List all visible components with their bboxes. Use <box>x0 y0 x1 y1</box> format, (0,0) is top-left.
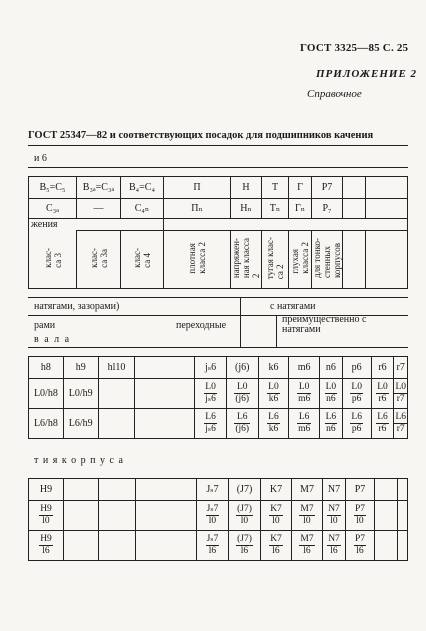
frac-cell <box>195 379 227 409</box>
fit-interference: с натягами <box>270 301 316 312</box>
frac-num: L6 <box>234 412 250 424</box>
frac-den: (j6) <box>235 424 250 434</box>
cell-empty <box>136 501 197 531</box>
frac-cell <box>346 531 375 561</box>
frac-den: k6 <box>268 394 279 404</box>
cell-empty <box>98 379 135 409</box>
section-rule <box>28 167 408 168</box>
cell-empty <box>343 199 366 219</box>
fit-divider-1 <box>240 297 241 347</box>
frac-den: r6 <box>378 424 387 434</box>
frac-den: r7 <box>396 394 405 404</box>
shaft-table <box>28 356 408 439</box>
cell-empty <box>99 479 136 501</box>
cell-empty <box>343 231 366 289</box>
rot-label: тугая клас- са 2 <box>265 236 285 280</box>
frac-num: M7 <box>300 504 314 514</box>
section-top: и 6 <box>34 153 47 164</box>
frac-cell <box>323 531 346 561</box>
frac-den: jₛ6 <box>205 424 216 434</box>
cell-empty <box>64 501 99 531</box>
rot-label: напряжен- ная класса 2 <box>231 237 261 279</box>
cell-empty <box>164 219 408 231</box>
cell: L6/h8 <box>29 409 64 439</box>
frac-cell <box>342 379 371 409</box>
housing-table <box>28 478 408 561</box>
frac-cell <box>289 409 320 439</box>
cell: L0/h9 <box>63 379 98 409</box>
frac-num: (J7) <box>237 534 252 544</box>
frac-cell <box>394 409 408 439</box>
frac-cell <box>197 501 229 531</box>
frac-num: L0 <box>234 382 250 394</box>
frac-den: l6 <box>330 546 338 556</box>
frac-den: l6 <box>356 546 364 556</box>
frac-cell <box>261 531 292 561</box>
rot-label: клас- са 4 <box>132 248 152 268</box>
frac-cell <box>394 379 408 409</box>
frac-den: l6 <box>240 546 249 556</box>
frac-cell <box>371 409 394 439</box>
frac-num: K7 <box>270 534 282 544</box>
cell: Jₛ7 <box>197 479 229 501</box>
frac-den: m6 <box>298 424 311 434</box>
rot-cell <box>262 231 289 289</box>
cell: m6 <box>289 357 320 379</box>
frac-num: L0 <box>325 382 337 392</box>
cell: M7 <box>292 479 323 501</box>
frac-num: N7 <box>328 534 340 544</box>
frac-den: jₛ6 <box>205 394 216 404</box>
cell-empty <box>343 177 366 199</box>
frac-num: K7 <box>270 504 282 514</box>
frac-cell <box>258 409 289 439</box>
cell-empty <box>64 479 99 501</box>
frac-den: l0 <box>208 516 217 526</box>
cell: Н <box>231 177 262 199</box>
title-rule <box>28 145 408 146</box>
frac-num: M7 <box>300 534 314 544</box>
cell: P7 <box>312 177 343 199</box>
rot-cell <box>164 231 231 289</box>
frac-num: L0 <box>351 382 362 392</box>
frac-num: L0 <box>298 382 310 392</box>
cell: — <box>77 199 121 219</box>
cell-empty <box>136 531 197 561</box>
cell-empty <box>135 357 195 379</box>
cell: k6 <box>258 357 289 379</box>
cell-empty <box>99 501 136 531</box>
frac-num: Jₛ7 <box>206 534 219 544</box>
cell-empty <box>398 479 408 501</box>
cell: r6 <box>371 357 394 379</box>
table-title: ГОСТ 25347—82 и соответствующих посадок для подшипников качения <box>28 130 374 141</box>
appendix-label: ПРИЛОЖЕНИЕ 2 <box>316 68 418 80</box>
cell: H9 <box>29 479 64 501</box>
fit-frames: рами <box>34 320 56 331</box>
frac-cell <box>29 531 64 561</box>
cell: L0/h8 <box>29 379 64 409</box>
cell: Г <box>289 177 312 199</box>
cell: П <box>164 177 231 199</box>
cell-empty <box>366 231 408 289</box>
frac-den: p6 <box>351 424 362 434</box>
cell: B₄=C₄ <box>121 177 164 199</box>
cell: Гₙ <box>289 199 312 219</box>
fit-rule-1 <box>28 297 408 298</box>
cell-empty <box>136 479 197 501</box>
frac-cell <box>261 501 292 531</box>
cell-empty <box>375 479 398 501</box>
rot-cell <box>231 231 262 289</box>
frac-den: l0 <box>330 516 338 526</box>
cell-empty <box>99 531 136 561</box>
frac-den: l0 <box>272 516 280 526</box>
frac-den: l0 <box>240 516 249 526</box>
frac-den: p6 <box>351 394 362 404</box>
cell: P₇ <box>312 199 343 219</box>
cell: jₛ6 <box>195 357 227 379</box>
cell: Нₙ <box>231 199 262 219</box>
cell: n6 <box>319 357 342 379</box>
frac-num: L6 <box>268 412 279 422</box>
housing-heading: т и я к о р п у с а <box>34 455 124 466</box>
class-table <box>28 176 408 289</box>
frac-cell <box>195 409 227 439</box>
frac-cell <box>229 501 261 531</box>
frac-num: (J7) <box>237 504 252 514</box>
label-row: жения <box>29 219 164 231</box>
frac-den: l6 <box>208 546 217 556</box>
rot-label: клас- са 3а <box>88 248 109 268</box>
cell-empty <box>398 531 408 561</box>
cell-empty <box>98 409 135 439</box>
frac-num: L6 <box>205 412 216 422</box>
cell: N7 <box>323 479 346 501</box>
frac-den: n6 <box>326 424 336 434</box>
frac-num: L6 <box>377 412 388 422</box>
frac-den: l0 <box>303 516 311 526</box>
frac-den: l6 <box>272 546 280 556</box>
frac-num: L6 <box>351 412 362 422</box>
rot-label: глухая класса 2 <box>290 242 310 274</box>
frac-cell <box>319 409 342 439</box>
frac-cell <box>229 531 261 561</box>
cell-empty <box>398 501 408 531</box>
frac-cell <box>226 409 258 439</box>
frac-den: l0 <box>42 516 50 526</box>
frac-cell <box>289 379 320 409</box>
cell: r7 <box>394 357 408 379</box>
frac-num: N7 <box>328 504 340 514</box>
fit-divider-2 <box>276 315 277 347</box>
fit-transition: переходные <box>176 320 227 331</box>
frac-cell <box>292 531 323 561</box>
cell-empty <box>135 409 195 439</box>
cell-empty <box>135 379 195 409</box>
cell: h9 <box>63 357 98 379</box>
frac-num: L6 <box>395 412 406 422</box>
frac-num: P7 <box>354 534 366 544</box>
cell: C₃ₐ <box>29 199 77 219</box>
cell: Пₙ <box>164 199 231 219</box>
frac-num: H9 <box>40 534 52 544</box>
rot-cell <box>289 231 312 289</box>
shaft-heading: в а л а <box>34 334 71 345</box>
cell: B₃ₐ=C₃ₐ <box>77 177 121 199</box>
cell-empty <box>366 177 408 199</box>
frac-num: L0 <box>377 382 388 392</box>
cell-empty <box>375 531 398 561</box>
cell: (j6) <box>226 357 258 379</box>
cell-empty <box>375 501 398 531</box>
frac-num: P7 <box>354 504 366 514</box>
cell-empty <box>366 199 408 219</box>
frac-num: Jₛ7 <box>206 504 219 514</box>
rot-cell <box>121 231 164 289</box>
frac-den: m6 <box>298 394 311 404</box>
rot-label: плотная класса 2 <box>187 242 207 274</box>
rot-cell <box>77 231 121 289</box>
frac-num: L6 <box>298 412 310 422</box>
frac-num: L0 <box>395 382 406 392</box>
rot-cell <box>312 231 343 289</box>
cell: L6/h9 <box>63 409 98 439</box>
frac-den: r6 <box>378 394 387 404</box>
frac-cell <box>323 501 346 531</box>
frac-cell <box>346 501 375 531</box>
frac-den: (j6) <box>235 394 250 404</box>
page-header: ГОСТ 3325—85 С. 25 <box>300 42 409 54</box>
cell-empty <box>64 531 99 561</box>
cell: p6 <box>342 357 371 379</box>
frac-num: L6 <box>325 412 337 422</box>
frac-num: H9 <box>40 504 52 514</box>
frac-cell <box>371 379 394 409</box>
cell: hl10 <box>98 357 135 379</box>
frac-den: l6 <box>42 546 50 556</box>
frac-cell <box>226 379 258 409</box>
cell: B₅=C₅ <box>29 177 77 199</box>
frac-cell <box>342 409 371 439</box>
cell: C₄ₙ <box>121 199 164 219</box>
cell: Тₙ <box>262 199 289 219</box>
frac-num: L0 <box>268 382 279 392</box>
rot-label: клас- са 3 <box>42 247 63 268</box>
fit-clearance: натягами, зазорами) <box>34 301 120 312</box>
cell: Т <box>262 177 289 199</box>
frac-den: l0 <box>356 516 364 526</box>
cell: (J7) <box>229 479 261 501</box>
fit-rule-3 <box>28 347 408 348</box>
frac-den: l6 <box>303 546 311 556</box>
frac-cell <box>197 531 229 561</box>
frac-cell <box>292 501 323 531</box>
frac-cell <box>29 501 64 531</box>
frac-cell <box>319 379 342 409</box>
frac-num: L0 <box>205 382 216 392</box>
frac-cell <box>258 379 289 409</box>
fit-mainly: преимущественно с натягами <box>282 314 367 335</box>
rot-cell <box>29 231 77 289</box>
frac-den: k6 <box>268 424 279 434</box>
rot-label: для тонко- стенных корпусов <box>312 237 342 278</box>
cell: K7 <box>261 479 292 501</box>
reference-label: Справочное <box>307 88 362 100</box>
frac-den: n6 <box>326 394 336 404</box>
cell: P7 <box>346 479 375 501</box>
cell: h8 <box>29 357 64 379</box>
frac-den: r7 <box>396 424 405 434</box>
